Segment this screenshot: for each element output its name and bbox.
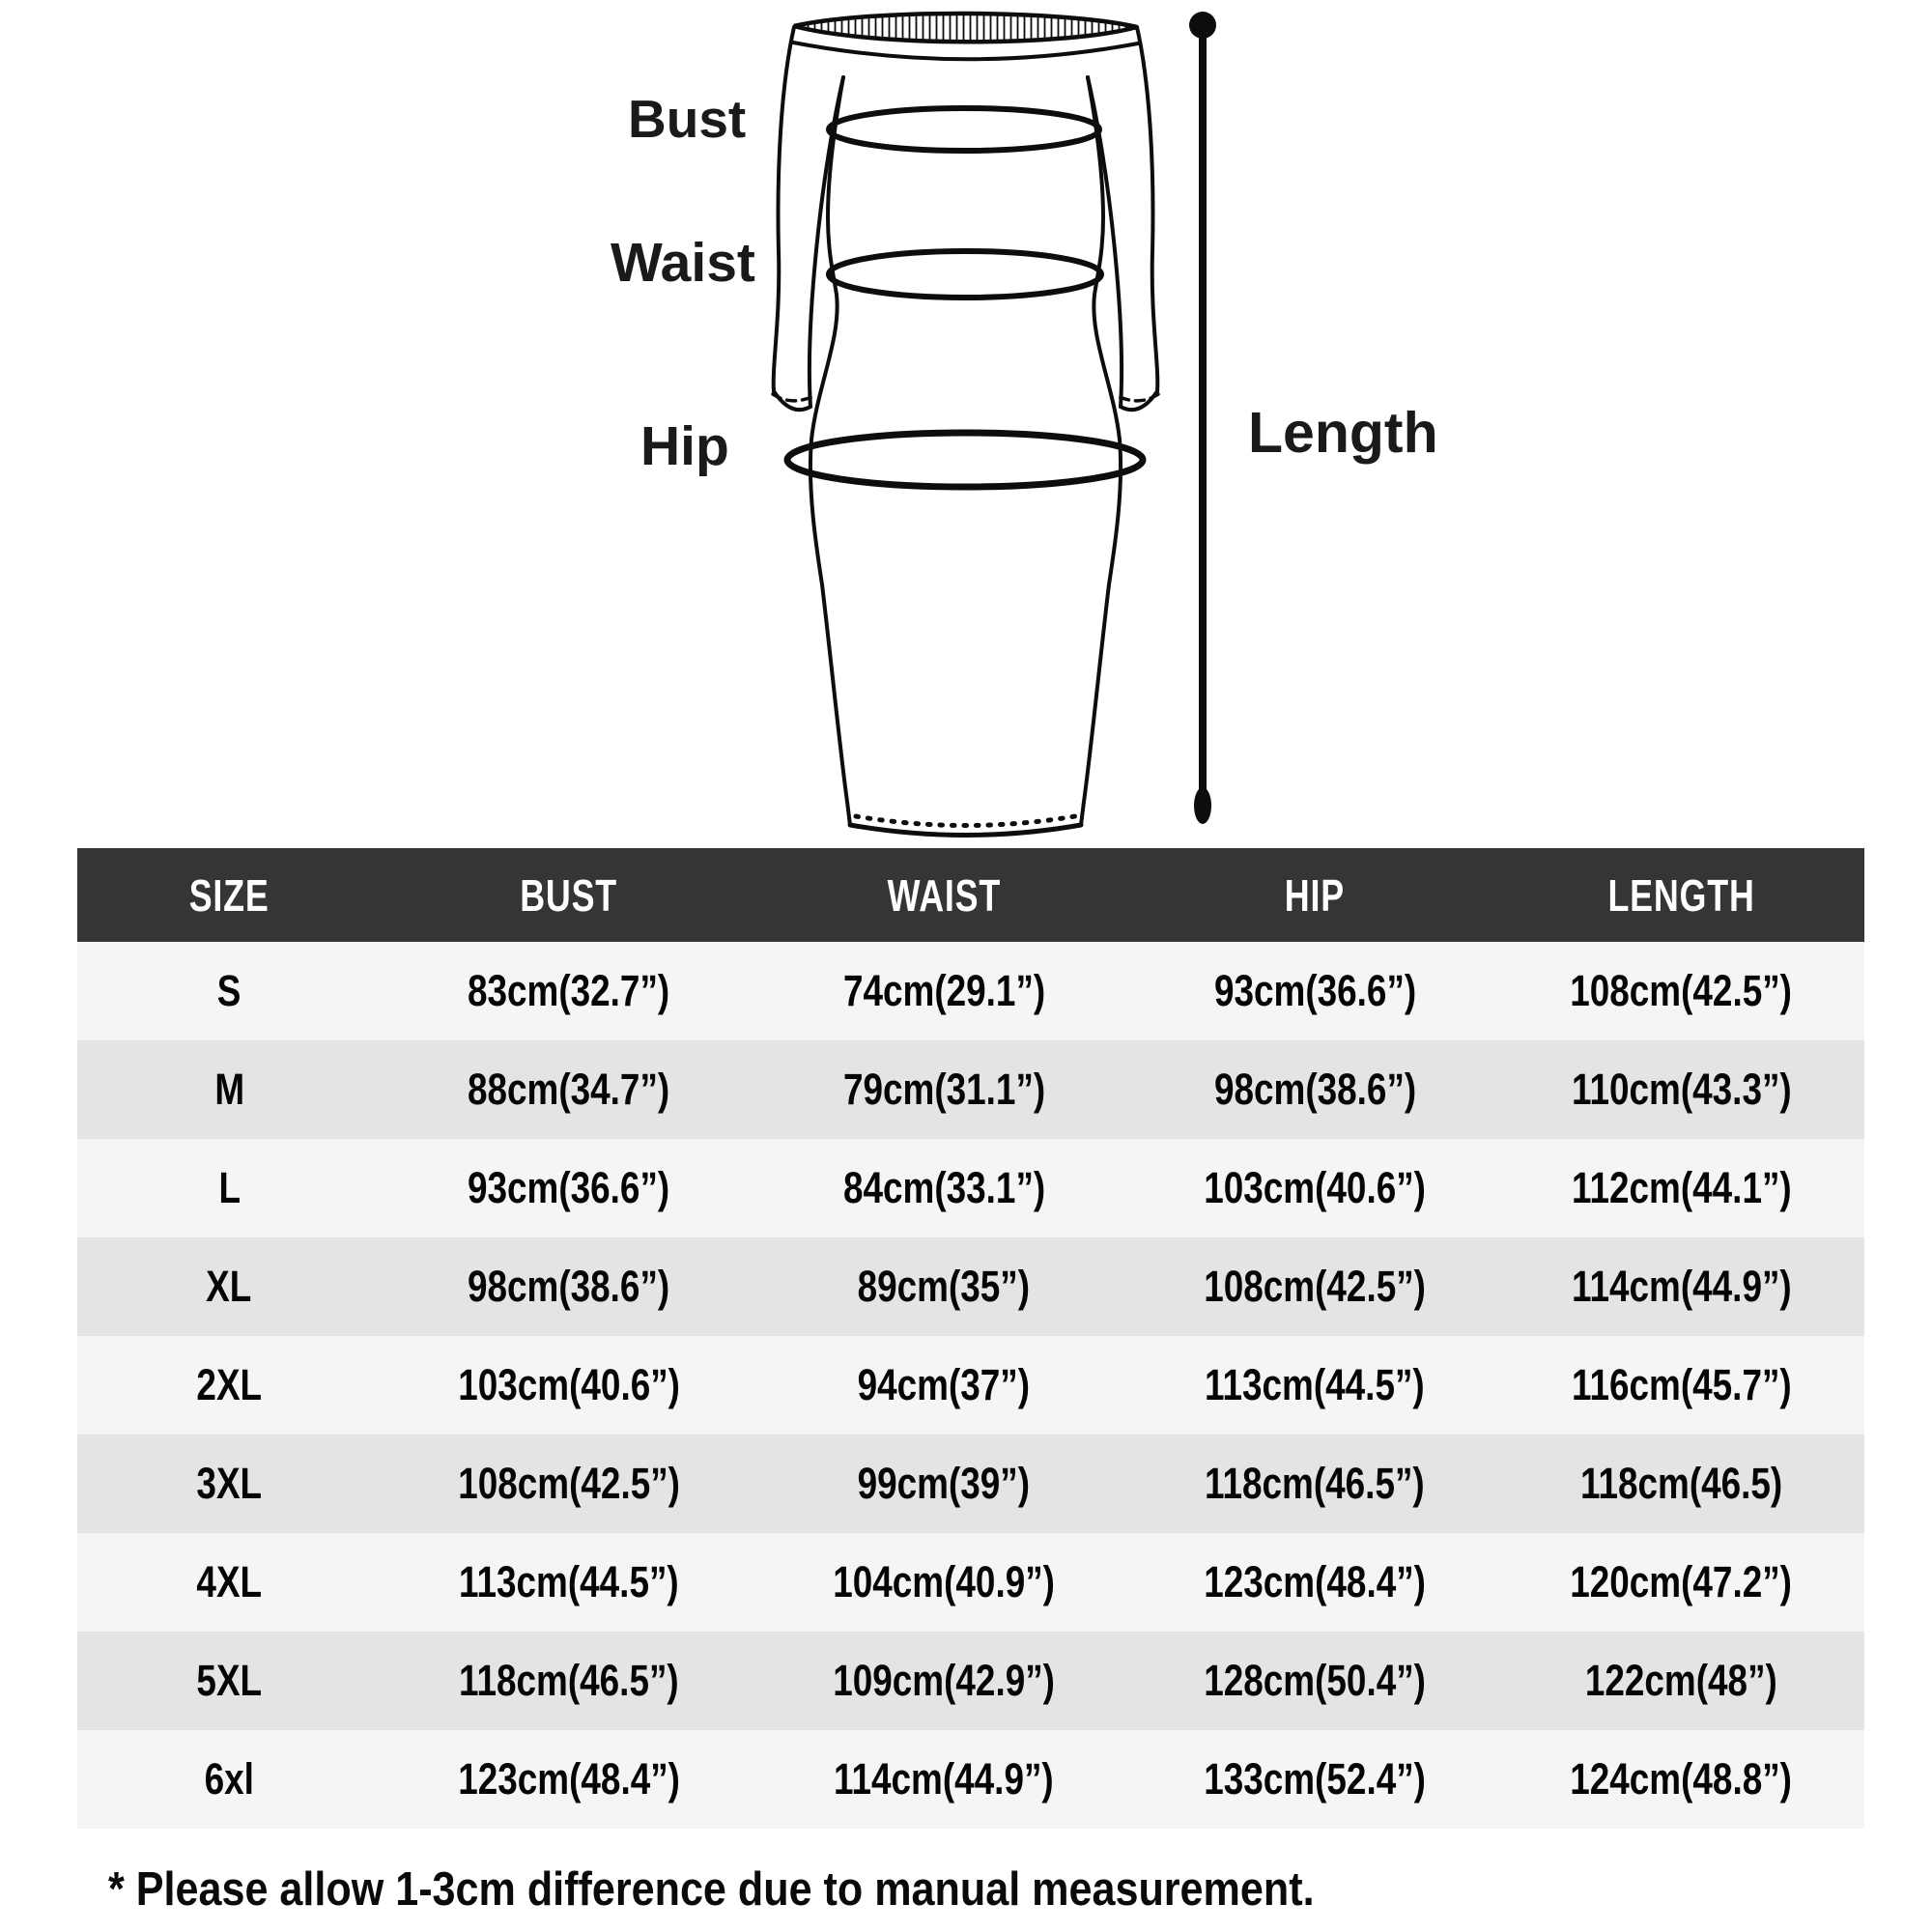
size-cell: S bbox=[216, 966, 242, 1015]
length-cell: 124cm(48.8”) bbox=[1570, 1754, 1793, 1804]
length-label: Length bbox=[1248, 401, 1438, 465]
hip-cell: 93cm(36.6”) bbox=[1213, 966, 1416, 1015]
table-header-row bbox=[77, 848, 1864, 942]
measure-rings bbox=[787, 108, 1143, 487]
table-row bbox=[77, 1040, 1864, 1139]
size-cell: 6xl bbox=[204, 1754, 254, 1804]
header-length: LENGTH bbox=[1607, 869, 1755, 921]
table-row bbox=[77, 1435, 1864, 1533]
waist-ring bbox=[829, 251, 1101, 298]
hip-cell: 108cm(42.5”) bbox=[1204, 1262, 1427, 1311]
bust-ring bbox=[829, 108, 1099, 151]
length-measure-line bbox=[1189, 12, 1216, 824]
size-cell: 2XL bbox=[196, 1360, 263, 1409]
length-cell: 118cm(46.5) bbox=[1579, 1459, 1783, 1508]
bust-cell: 83cm(32.7”) bbox=[468, 966, 670, 1015]
waist-cell: 109cm(42.9”) bbox=[833, 1656, 1056, 1705]
waist-cell: 79cm(31.1”) bbox=[842, 1065, 1045, 1114]
header-hip: HIP bbox=[1285, 869, 1346, 921]
hip-ring bbox=[787, 433, 1143, 487]
waist-cell: 84cm(33.1”) bbox=[842, 1163, 1045, 1212]
size-cell: 3XL bbox=[196, 1459, 263, 1508]
size-cell: M bbox=[213, 1065, 244, 1114]
bust-cell: 98cm(38.6”) bbox=[468, 1262, 670, 1311]
hip-cell: 113cm(44.5”) bbox=[1205, 1360, 1425, 1409]
bust-label: Bust bbox=[628, 89, 747, 149]
length-cell: 114cm(44.9”) bbox=[1571, 1262, 1792, 1311]
waist-cell: 94cm(37”) bbox=[858, 1360, 1031, 1409]
header-bust: BUST bbox=[520, 869, 618, 921]
bust-cell: 93cm(36.6”) bbox=[468, 1163, 670, 1212]
bust-cell: 118cm(46.5”) bbox=[458, 1656, 679, 1705]
collar-band bbox=[794, 14, 1137, 42]
table-row bbox=[77, 1730, 1864, 1829]
size-cell: 4XL bbox=[196, 1557, 263, 1606]
hip-cell: 98cm(38.6”) bbox=[1213, 1065, 1416, 1114]
table-row bbox=[77, 1237, 1864, 1336]
table-row bbox=[77, 1336, 1864, 1435]
header-size: SIZE bbox=[188, 869, 270, 921]
measurement-disclaimer-text: * Please allow 1-3cm difference due to manual measurement. bbox=[108, 1863, 1315, 1916]
length-cell: 110cm(43.3”) bbox=[1571, 1065, 1792, 1114]
dress-outline bbox=[773, 14, 1158, 836]
hip-label: Hip bbox=[640, 415, 729, 477]
length-cell: 120cm(47.2”) bbox=[1570, 1557, 1793, 1606]
size-cell: L bbox=[217, 1163, 241, 1212]
waist-cell: 74cm(29.1”) bbox=[842, 966, 1045, 1015]
waist-cell: 89cm(35”) bbox=[858, 1262, 1031, 1311]
bust-cell: 103cm(40.6”) bbox=[457, 1360, 680, 1409]
length-cell: 122cm(48”) bbox=[1584, 1656, 1777, 1705]
hip-cell: 103cm(40.6”) bbox=[1204, 1163, 1427, 1212]
waist-cell: 114cm(44.9”) bbox=[834, 1754, 1055, 1804]
waist-cell: 104cm(40.9”) bbox=[833, 1557, 1056, 1606]
bust-cell: 108cm(42.5”) bbox=[457, 1459, 680, 1508]
length-cell: 112cm(44.1”) bbox=[1571, 1163, 1792, 1212]
table-row bbox=[77, 1632, 1864, 1730]
table-row bbox=[77, 1139, 1864, 1237]
waist-label: Waist bbox=[611, 232, 755, 294]
table-row bbox=[77, 942, 1864, 1040]
table-row bbox=[77, 1533, 1864, 1632]
bust-cell: 113cm(44.5”) bbox=[458, 1557, 679, 1606]
hip-cell: 128cm(50.4”) bbox=[1204, 1656, 1427, 1705]
header-waist: WAIST bbox=[887, 869, 1002, 921]
length-cell: 116cm(45.7”) bbox=[1571, 1360, 1792, 1409]
measurement-disclaimer bbox=[108, 1862, 1847, 1917]
size-chart-table bbox=[77, 848, 1864, 1829]
length-cell: 108cm(42.5”) bbox=[1570, 966, 1793, 1015]
bust-cell: 88cm(34.7”) bbox=[468, 1065, 670, 1114]
waist-cell: 99cm(39”) bbox=[858, 1459, 1031, 1508]
bust-cell: 123cm(48.4”) bbox=[457, 1754, 680, 1804]
size-cell: 5XL bbox=[196, 1656, 263, 1705]
measurement-diagram bbox=[0, 0, 1932, 842]
length-line-bottom-dot bbox=[1194, 787, 1211, 824]
size-cell: XL bbox=[206, 1262, 252, 1311]
length-line-top-dot bbox=[1189, 12, 1216, 39]
hip-cell: 118cm(46.5”) bbox=[1205, 1459, 1425, 1508]
dress-line-art bbox=[0, 0, 1932, 842]
hip-cell: 133cm(52.4”) bbox=[1204, 1754, 1427, 1804]
hip-cell: 123cm(48.4”) bbox=[1204, 1557, 1427, 1606]
